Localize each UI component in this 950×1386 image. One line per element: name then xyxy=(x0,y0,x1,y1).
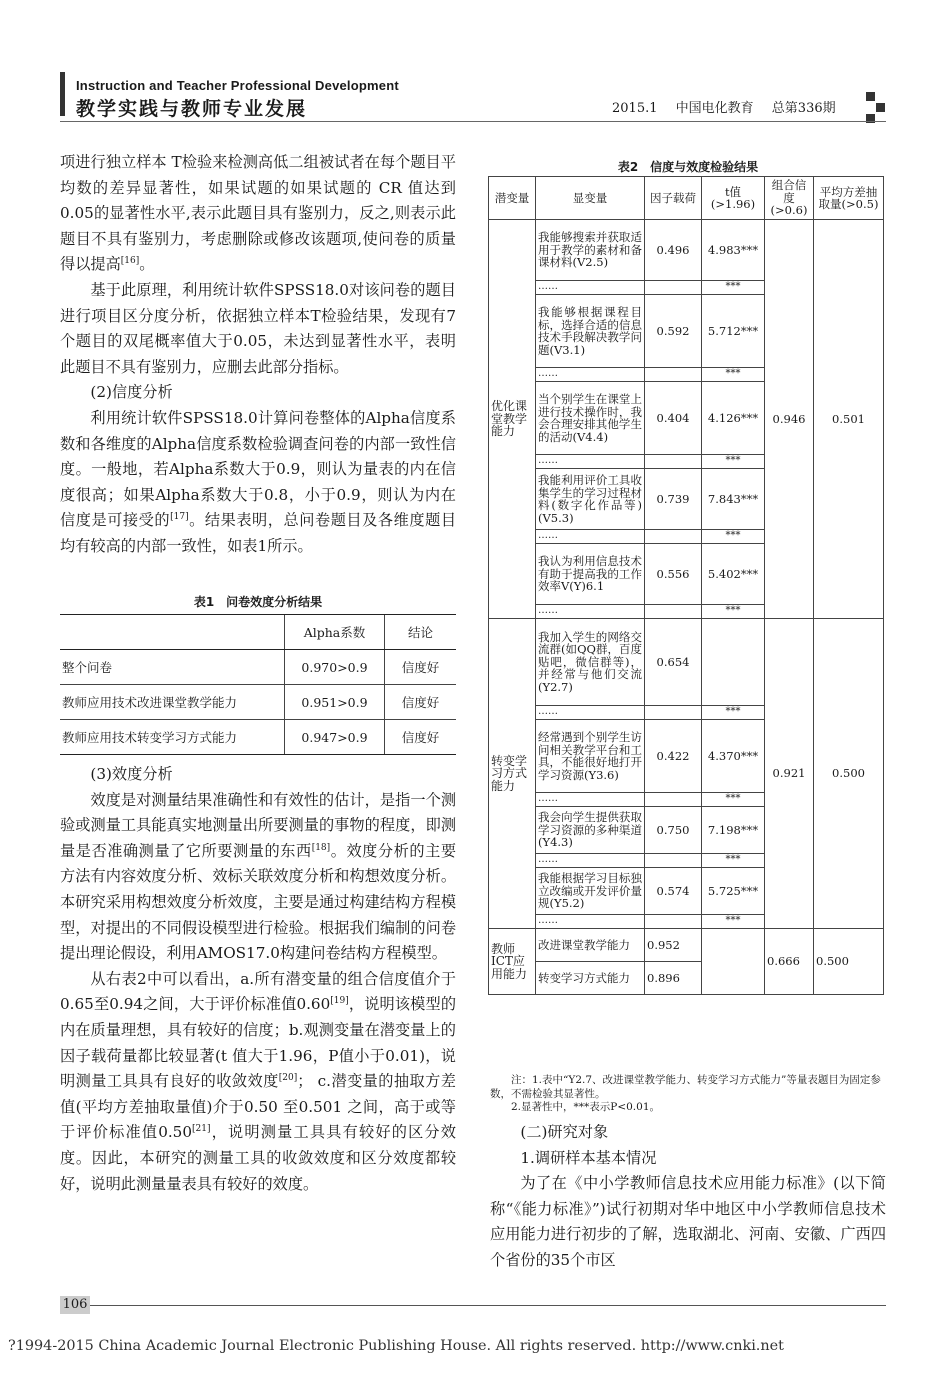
table-row: 转变学习方式能力 我加入学生的网络交流群(如QQ群，百度贴吧，微信群等)，并经常与他们交流(Y2.7) 0.654 0.921 0.500 xyxy=(489,619,884,706)
table-row: …… *** xyxy=(489,915,884,929)
journal-title-en: Instruction and Teacher Professional Development xyxy=(76,78,399,93)
table2-notes xyxy=(490,1074,886,1115)
table-row: 我会向学生提供获取学习资源的多种渠道(Y4.3) 0.750 7.198*** xyxy=(489,807,884,854)
table-row: …… *** xyxy=(489,605,884,619)
table-note: 注：1.表中“Y2.7、改进课堂教学能力、转变学习方式能力”等量表题目为固定参数，不需检验其显著性。 xyxy=(490,1074,881,1100)
copyright-line: ?1994-2015 China Academic Journal Electronic Publishing House. All rights reserved. http://www.cnki.net xyxy=(8,1338,784,1354)
table-row: 教师应用技术改进课堂教学能力 0.951>0.9 信度好 xyxy=(60,685,456,720)
section-heading: 1.调研样本基本情况 xyxy=(520,1148,657,1167)
table-row: 我能根据学习目标独立改编或开发评价量规(Y5.2) 0.574 5.725*** xyxy=(489,868,884,915)
paragraph: 项进行独立样本 T检验来检测高低二组被试者在每个题目平均数的差异显著性，如果试题的如果试题的 CR 值达到0.05的显著性水平,表示此题目具有鉴别力，反之,则表示此题目不具有鉴别力，考虑删除或修改该题项,使问卷的质量得以提高[16]。 xyxy=(60,153,456,274)
table-row: 我认为利用信息技术有助于提高我的工作效率V(Y)6.1 0.556 5.402*** xyxy=(489,544,884,605)
table1-header-alpha: Alpha系数 xyxy=(285,615,385,650)
table-row: …… *** xyxy=(489,706,884,720)
section-heading: (2)信度分析 xyxy=(90,383,173,402)
right-column xyxy=(490,1120,886,1274)
journal-title-cn: 教学实践与教师专业发展 xyxy=(76,98,308,120)
footer-rule xyxy=(90,1305,886,1306)
table-row: 我能利用评价工具收集学生的学习过程材料(数字化作品等)(V5.3) 0.739 7.843*** xyxy=(489,469,884,530)
section-heading: (3)效度分析 xyxy=(90,765,173,783)
table-row: …… *** xyxy=(489,793,884,807)
issue-number: 2015.1 xyxy=(612,101,658,116)
table-row: 教师应用技术转变学习方式能力 0.947>0.9 信度好 xyxy=(60,720,456,755)
left-column-lower xyxy=(60,762,456,1197)
header-rule xyxy=(60,121,886,122)
table2-title: 表2 信度与效度检验结果 xyxy=(617,160,759,174)
table-row: …… *** xyxy=(489,281,884,295)
issue-info xyxy=(612,97,850,116)
table-row: …… *** xyxy=(489,530,884,544)
header-block-icon xyxy=(866,92,886,124)
table-row: 转变学习方式能力 0.896 xyxy=(489,962,884,995)
latent-variable: 教师ICT应用能力 xyxy=(489,929,536,995)
header-accent-bar xyxy=(60,72,65,116)
latent-variable: 转变学习方式能力 xyxy=(489,619,536,929)
table-row: …… *** xyxy=(489,854,884,868)
table-row: 我能够根据课程目标，选择合适的信息技术手段解决教学问题(V3.1) 0.592 5.712*** xyxy=(489,295,884,368)
table-row: 整个问卷 0.970>0.9 信度好 xyxy=(60,650,456,685)
table-row: 教师ICT应用能力 改进课堂教学能力 0.952 0.666 0.500 xyxy=(489,929,884,962)
paragraph: 利用统计软件SPSS18.0计算问卷整体的Alpha信度系数和各维度的Alpha信度系数检验调查问卷的内部一致性信度。一般地，若Alpha系数大于0.9，则认为量表的内在信度很高；如果Alpha系数大于0.8，小于0.9，则认为内在信度是可接受的[17]。结果表明，总问卷题目及各维度题目均有较高的内部一致性，如表1所示。 xyxy=(60,408,457,555)
table-row: 当个别学生在课堂上进行技术操作时，我会合理安排其他学生的活动(V4.4) 0.404 4.126*** xyxy=(489,382,884,455)
table-note: 2.显著性中，***表示P<0.01。 xyxy=(511,1101,661,1113)
page-number: 106 xyxy=(60,1296,90,1314)
paragraph: 效度是对测量结果准确性和有效性的估计，是指一个测验或测量工具能真实地测量出所要测量的事物的程度，即测量是否准确测量了它所要测量的东西[18]。效度分析的主要方法有内容效度分析、效标关联效度分析和构想效度分析。本研究采用构想效度分析效度，主要是通过构建结构方程模型，对提出的不同假设模型进行检验。根据我们编制的问卷提出理论假设，利用AMOS17.0构建问卷结构方程模型。 xyxy=(60,790,457,963)
paragraph: 基于此原理，利用统计软件SPSS18.0对该问卷的题目进行项目区分度分析，依据独立样本T检验结果，发现有7个题目的双尾概率值大于0.05，未达到显著性水平，表明此题目不具有鉴别力，应删去此部分指标。 xyxy=(60,280,456,376)
table-row: …… *** xyxy=(489,455,884,469)
paragraph: 为了在《中小学教师信息技术应用能力标准》(以下简称“《能力标准》”)试行初期对华中地区中小学教师信息技术应用能力进行初步的了解，选取湖北、河南、安徽、广西四个省份的35个市区 xyxy=(490,1174,886,1269)
table-row: …… *** xyxy=(489,368,884,382)
paragraph: 从右表2中可以看出，a.所有潜变量的组合信度值介于0.65至0.94之间，大于评价标准值0.60[19]，说明该模型的内在质量理想，具有较好的信度；b.观测变量在潜变量上的因子载荷量都比较显著(t 值大于1.96，P值小于0.01)，说明测量工具具有良好的收敛效度[20]； c.潜变量的抽取方差值(平均方差抽取量值)介于0.50 至0.501 之间，高于或等于评价标准值0.50[21]，说明测量工具具有较好的区分效度。因此，本研究的测量工具的收敛效度和区分效度都较好，说明此测量量表具有较好的效度。 xyxy=(60,969,457,1193)
table-row: 优化课堂教学能力 我能够搜索并获取适用于教学的素材和备课材料(V2.5) 0.496 4.983*** 0.946 0.501 xyxy=(489,220,884,281)
table1 xyxy=(60,614,456,755)
left-column xyxy=(60,150,456,560)
table1-header-result: 结论 xyxy=(385,615,457,650)
latent-variable: 优化课堂教学能力 xyxy=(489,220,536,619)
table1-title: 表1 问卷效度分析结果 xyxy=(193,595,323,609)
table2: 潜变量 显变量 因子载荷 t值(>1.96) 组合信度(>0.6) 平均方差抽取量(>0.5) 优化课堂教学能力 我能够搜索并获取适用于教学的素材和备课材料(V2.5) 0.496 4.983*** 0.946 0.501 …… *** 我能够根据课程目标，选择合适的信息技术手段解决教学问题(V3.1) 0.592 5.712*** …… *** 当个别学生在课堂上进行技术操作时，我会合理安排其他学生的活动(V4.4) 0.404 4.126*** …… *** 我能利用评价工具收集学生的学习过程材料(数字化作品等)(V5.3) 0.739 7.843*** …… *** 我认为利用信息技术有助于提高我的工作效率V(Y)6.1 0.556 5.402*** …… *** 转变学习方式能力 我加入学生的网络交流群(如QQ群，百度贴吧，微信群等)，并经常与他们交流(Y2.7) 0.654 0.921 0.500 …… *** 经常遇到个别学生访问相关教学平台和工具，不能很好地打开学习资源(Y3.6) 0.422 4.370*** …… *** 我会向学生提供获取学习资源的多种渠道(Y4.3) 0.750 7.198*** …… *** 我能根据学习目标独立改编或开发评价量规(Y5.2) 0.574 5.725*** …… *** 教师ICT应用能力 改进课堂教学能力 0.952 0.666 0.500 转变学习方式能力 0.896 xyxy=(488,176,884,995)
magazine-name: 中国电化教育 xyxy=(675,101,754,116)
total-issue: 总第336期 xyxy=(771,101,836,116)
section-heading: (二)研究对象 xyxy=(520,1123,609,1141)
table-row: 经常遇到个别学生访问相关教学平台和工具，不能很好地打开学习资源(Y3.6) 0.422 4.370*** xyxy=(489,720,884,793)
